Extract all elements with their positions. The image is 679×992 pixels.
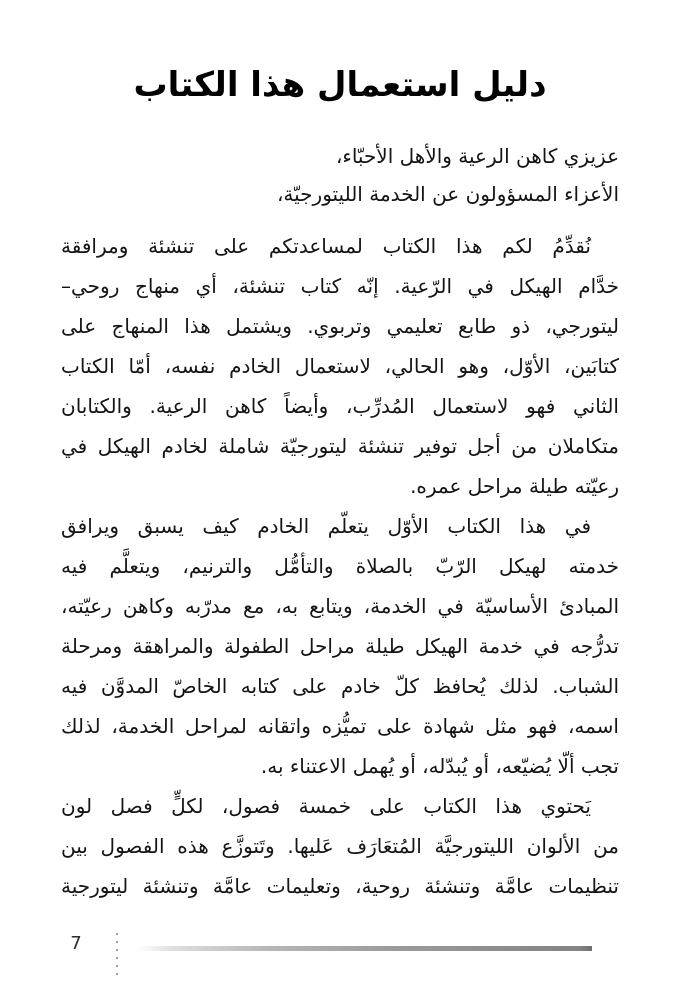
text-line: تدرُّجه في خدمة الهيكل طيلة مراحل الطفولة والمراهقة ومرحلة <box>61 634 619 658</box>
text-line: نُقدِّمُ لكم هذا الكتاب لمساعدتكم على تنشئة ومرافقة <box>61 234 591 258</box>
dotted-separator <box>116 933 118 979</box>
text-line: خدَّام الهيكل في الرّعية. إنّه كتاب تنشئة، أي منهاج روحي– <box>61 274 619 298</box>
text-line: تجب ألّا يُضيّعه، أو يُبدّله، أو يُهمل الاعتناء به. <box>260 754 619 778</box>
text-line: متكاملان من أجل توفير تنشئة ليتورجيّة شاملة لخادم الهيكل في <box>61 434 619 458</box>
text-line: تنظيمات عامَّة وتنشئة روحية، وتعليمات عامَّة وتنشئة ليتورجية <box>61 874 619 898</box>
greeting-line-2: الأعزاء المسؤولون عن الخدمة الليتورجيّة، <box>276 182 619 206</box>
footer-gradient-rule <box>137 946 592 951</box>
greeting-block <box>61 137 619 213</box>
text-line: الثاني فهو لاستعمال المُدرِّب، وأيضاً كاهن الرعية. والكتابان <box>61 394 619 418</box>
page-number: 7 <box>70 933 82 954</box>
text-line: المبادئ الأساسيّة في الخدمة، ويتابع به، مع مدرّبه وكاهن رعيّته، <box>61 594 619 618</box>
text-line: الشباب. لذلك يُحافظ كلّ خادم على كتابه الخاصّ المدوَّن فيه <box>61 674 619 698</box>
text-line: ليتورجي، ذو طابع تعليمي وتربوي. ويشتمل هذا المنهاج على <box>61 314 619 338</box>
text-line: اسمه، فهو مثل شهادة على تميُّزه واتقانه لمراحل الخدمة، لذلك <box>61 714 619 738</box>
text-line: خدمته لهيكل الرّبّ بالصلاة والتأمُّل والترنيم، ويتعلَّم فيه <box>61 554 619 578</box>
page-title: دليل استعمال هذا الكتاب <box>133 65 547 105</box>
paragraph-1 <box>61 226 619 506</box>
page-content <box>61 64 619 906</box>
text-line: من الألوان الليتورجيَّة المُتعَارَف عَليها. وتَتوزَّع هذه الفصول بين <box>61 834 619 858</box>
text-line: رعيّته طيلة مراحل عمره. <box>410 474 619 498</box>
text-line: يَحتوي هذا الكتاب على خمسة فصول، لكلٍّ فصل لون <box>61 794 591 818</box>
text-line: في هذا الكتاب الأوّل يتعلّم الخادم كيف يسبق ويرافق <box>61 514 591 538</box>
paragraph-2 <box>61 506 619 786</box>
page-footer <box>0 925 679 985</box>
greeting-line-1: عزيزي كاهن الرعية والأهل الأحبّاء، <box>335 144 619 168</box>
text-line: كتابَين، الأوّل، وهو الحالي، لاستعمال الخادم نفسه، أمّا الكتاب <box>61 354 619 378</box>
paragraph-3 <box>61 786 619 906</box>
